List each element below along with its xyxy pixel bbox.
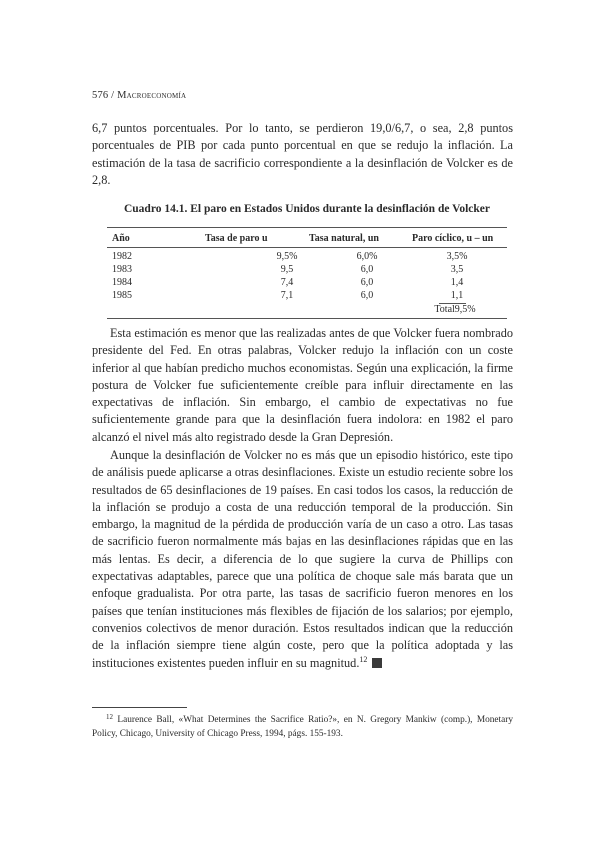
paragraph-3: [92, 447, 513, 672]
cell-cyclical: 1,1: [450, 290, 464, 301]
paragraph-3-text: Aunque la desinflación de Volcker no es más que un episodio histórico, este tipo de análisis puede aplicarse a otras desinflaciones. Existe un estudio reciente sobre los resultados de 65 desinflaciones de 19 países. En casi todos los casos, la reducción de la inflación se produjo a costa de una reducción temporal de la producción. Sin embargo, la magnitud de la pérdida de producción varía de un caso a otro. Las tasas de sacrificio fueron normalmente más bajas en las desinflaciones rápidas que en las más lentas. Es decir, a diferencia de lo que sugiere la curva de Phillips con expectativas adaptables, parece que una política de choque sale más barata que un enfoque gradualista. Por otra parte, las tasas de sacrificio fueron menores en los países que tenían instituciones más flexibles de fijación de los salarios; por ejemplo, convenios colectivos de menor duración. Estos resultados indican que la reducción de la inflación siempre tiene algún coste, pero que la política adoptada y las instituciones existentes pueden influir en su magnitud.: [92, 448, 513, 670]
table-caption: Cuadro 14.1. El paro en Estados Unidos durante la desinflación de Volcker: [123, 203, 491, 215]
cell-year: 1984: [112, 277, 132, 288]
cell-natural: 6,0: [360, 290, 374, 301]
footnote: [92, 714, 513, 741]
cell-rate: 7,1: [280, 290, 294, 301]
end-of-box-square-icon: [372, 658, 382, 668]
cell-rate: 9,5%: [276, 251, 298, 262]
cell-year: 1982: [112, 251, 132, 262]
header-unemployment-rate: Tasa de paro u: [205, 233, 268, 244]
cell-year: 1983: [112, 264, 132, 275]
cell-natural: 6,0: [360, 264, 374, 275]
running-head-separator: /: [108, 90, 118, 101]
cell-cyclical: 3,5: [450, 264, 464, 275]
header-natural-rate: Tasa natural, un: [309, 233, 379, 244]
table-total: Total9,5%: [434, 304, 476, 315]
paragraph-2: Esta estimación es menor que las realizadas antes de que Volcker fuera nombrado presidente del Fed. En otras palabras, Volcker redujo la inflación con un coste inferior al que habían predicho muchos economistas. Según una explicación, la firme postura de Volcker fue suficientemente creíble para influir directamente en las expectativas de inflación. Sin embargo, el cambio de expectativas no fue suficientemente grande para que la desinflación fuera indolora: en 1982 el paro alcanzó el nivel más alto registrado desde la Gran Depresión.: [92, 326, 513, 444]
footnote-text: Laurence Ball, «What Determines the Sacrifice Ratio?», en N. Gregory Mankiw (comp.), Monetary Policy, Chicago, University of Chicago Press, 1994, págs. 155-193.: [92, 715, 514, 739]
cell-natural: 6,0: [360, 277, 374, 288]
header-year: Año: [112, 233, 130, 244]
footnote-separator: [92, 707, 187, 708]
table-top-rule: [107, 227, 507, 228]
cell-rate: 9,5: [280, 264, 294, 275]
paragraph-1: 6,7 puntos porcentuales. Por lo tanto, se perdieron 19,0/6,7, o sea, 2,8 puntos porcentuales de PIB por cada punto porcentual en que se redujo la inflación. La estimación de la tasa de sacrificio correspondiente a la desinflación de Volcker es de 2,8.: [92, 121, 513, 187]
table-bottom-rule: [107, 318, 507, 319]
table-header-rule: [107, 247, 507, 248]
section-title: Macroeconomía: [117, 90, 187, 101]
cell-natural: 6,0%: [356, 251, 378, 262]
running-head: [92, 90, 186, 101]
footnote-reference: 12: [359, 654, 368, 664]
cell-cyclical: 1,4: [450, 277, 464, 288]
cell-cyclical: 3,5%: [446, 251, 468, 262]
cell-year: 1985: [112, 290, 132, 301]
page-number: 576: [92, 90, 109, 101]
cell-rate: 7,4: [280, 277, 294, 288]
footnote-number: 12: [106, 713, 113, 721]
header-cyclical-unemployment: Paro cíclico, u – un: [412, 233, 494, 244]
